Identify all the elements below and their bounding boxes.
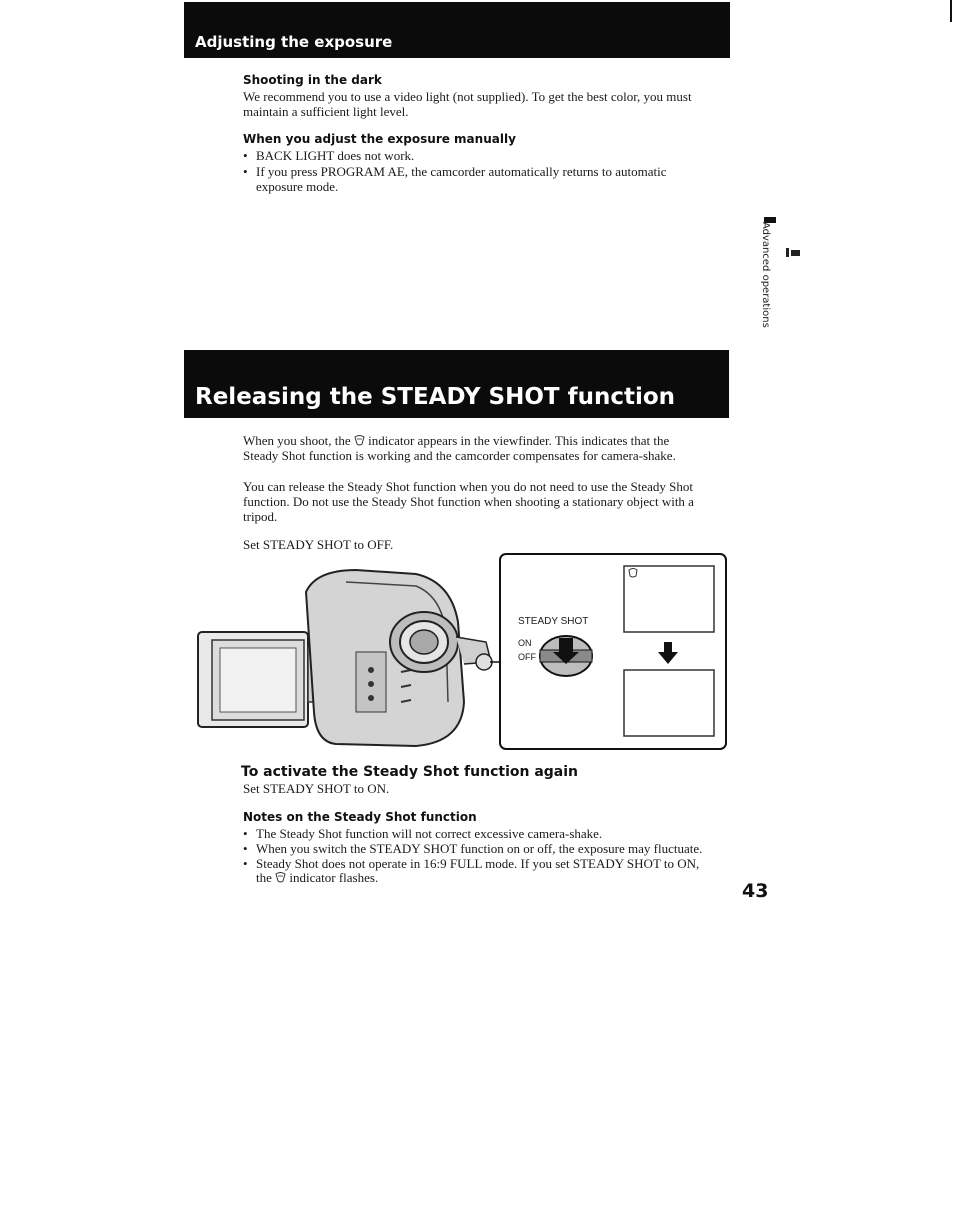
subheading-activate: To activate the Steady Shot function again xyxy=(241,764,579,780)
subheading-notes: Notes on the Steady Shot function xyxy=(243,810,477,824)
paragraph-shooting-dark-2: maintain a sufficient light level. xyxy=(243,104,409,119)
list-item-continuation: exposure mode. xyxy=(256,179,339,194)
section-title: Releasing the STEADY SHOT function xyxy=(195,384,676,410)
switch-on-label: ON xyxy=(518,638,532,648)
paragraph-release-2: function. Do not use the Steady Shot function when shooting a stationary object with a xyxy=(243,494,694,509)
subheading-manual-exposure: When you adjust the exposure manually xyxy=(243,132,516,146)
edge-mark xyxy=(950,0,952,22)
side-tab xyxy=(760,222,774,340)
list-item-continuation: the indicator flashes. xyxy=(256,870,379,885)
side-mark-icon xyxy=(786,246,804,258)
list-item: • Steady Shot does not operate in 16:9 FULL mode. If you set STEADY SHOT to ON, xyxy=(243,856,700,871)
paragraph-release-3: tripod. xyxy=(243,509,278,524)
list-item: • The Steady Shot function will not correct excessive camera-shake. xyxy=(243,826,603,841)
instruction-set-on: Set STEADY SHOT to ON. xyxy=(243,781,390,796)
steady-shot-hand-icon xyxy=(354,435,365,446)
paragraph-intro-2: Steady Shot function is working and the camcorder compensates for camera-shake. xyxy=(243,448,676,463)
paragraph-intro-1: When you shoot, the indicator appears in the viewfinder. This indicates that the xyxy=(243,433,670,448)
paragraph-release-1: You can release the Steady Shot function when you do not need to use the Steady Shot xyxy=(243,479,693,494)
side-tab-label: Advanced operations xyxy=(760,222,771,328)
instruction-set-off: Set STEADY SHOT to OFF. xyxy=(243,537,394,552)
page-number: 43 xyxy=(742,880,769,902)
list-item: • If you press PROGRAM AE, the camcorder automatically returns to automatic xyxy=(243,164,667,179)
section-title: Adjusting the exposure xyxy=(195,33,393,51)
subheading-shooting-dark: Shooting in the dark xyxy=(243,73,382,87)
section-header-adjusting-exposure xyxy=(184,2,730,58)
camcorder-figure xyxy=(196,552,728,752)
steady-shot-hand-icon xyxy=(275,872,286,883)
section-header-steady-shot xyxy=(184,350,729,418)
switch-off-label: OFF xyxy=(518,652,536,662)
paragraph-shooting-dark-1: We recommend you to use a video light (not supplied). To get the best color, you must xyxy=(243,89,692,104)
list-item: • BACK LIGHT does not work. xyxy=(243,148,415,163)
switch-label: STEADY SHOT xyxy=(518,616,589,627)
list-item: • When you switch the STEADY SHOT function on or off, the exposure may fluctuate. xyxy=(243,841,703,856)
camcorder-illustration xyxy=(196,552,728,752)
